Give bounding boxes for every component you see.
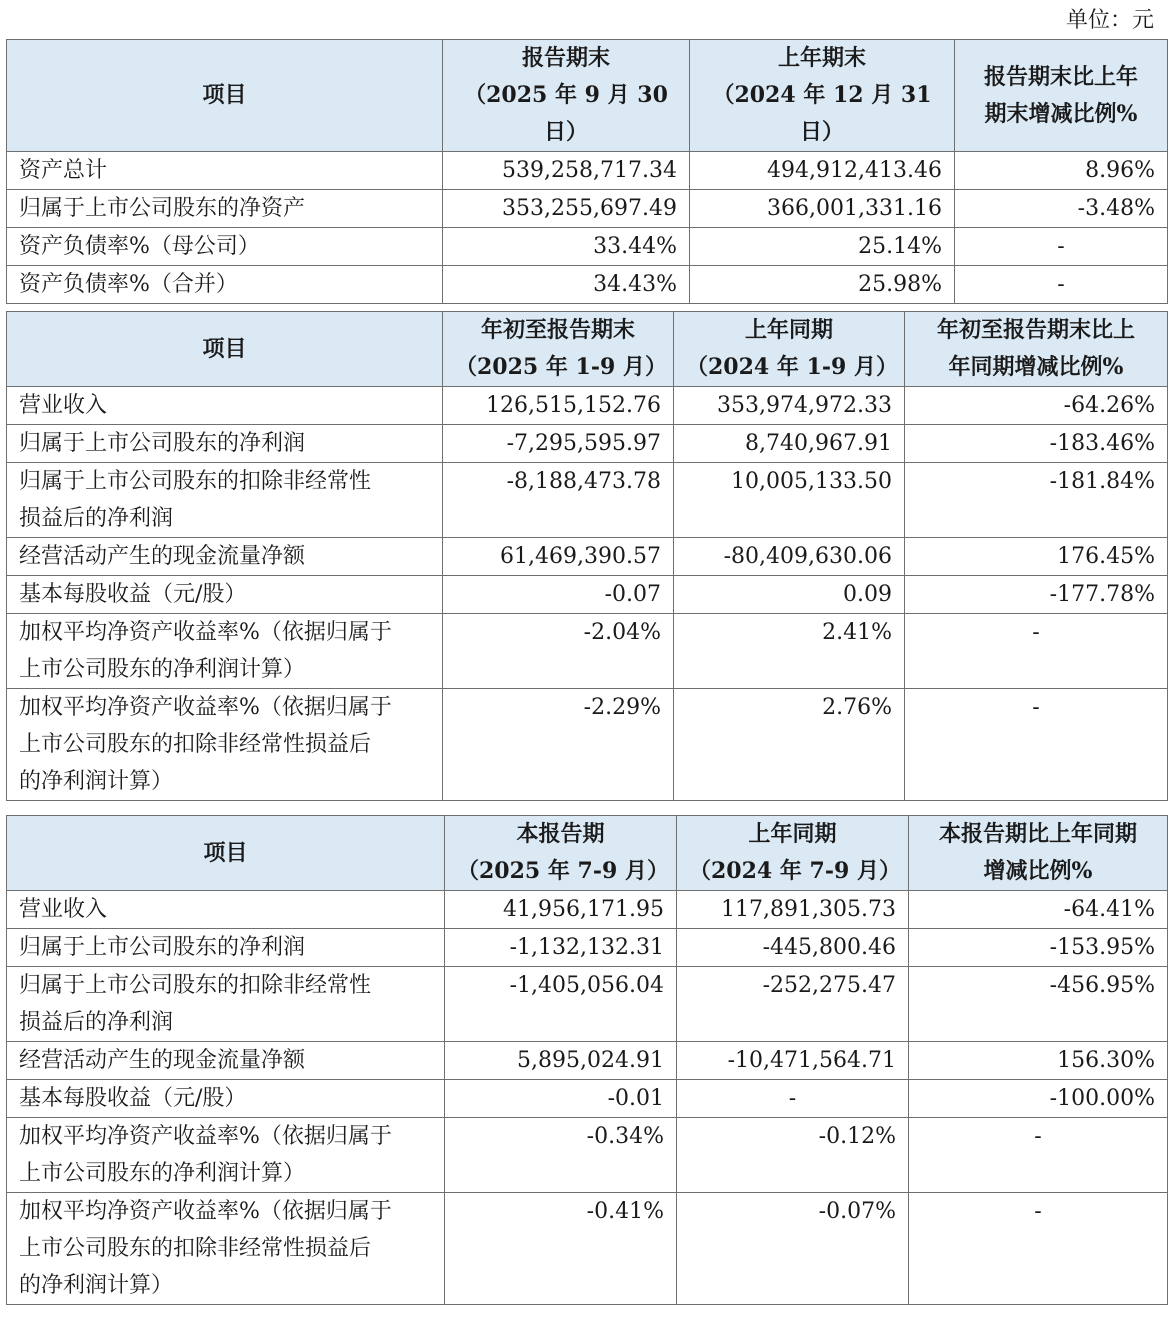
value-cell: 494,912,413.46 [690, 152, 955, 190]
value-cell: -2.04% [443, 614, 674, 689]
row-label-text: 上市公司股东的净利润计算） [19, 657, 306, 682]
value-cell: -7,295,595.97 [443, 425, 674, 463]
row-label [7, 425, 443, 463]
value-cell: -100.00% [909, 1080, 1168, 1118]
table-row [7, 152, 1168, 190]
value-cell: -64.41% [909, 891, 1168, 929]
value-cell: -0.34% [445, 1118, 677, 1193]
row-label [7, 152, 443, 190]
value-cell: -177.78% [905, 576, 1168, 614]
header-column-1 [443, 40, 690, 152]
value-cell: 156.30% [909, 1042, 1168, 1080]
value-cell: - [905, 614, 1168, 689]
value-cell: -0.07 [443, 576, 674, 614]
value-cell: 41,956,171.95 [445, 891, 677, 929]
row-label-text: 的净利润计算） [19, 1273, 174, 1298]
header-text: 上年同期 [744, 317, 833, 343]
row-label [7, 463, 443, 538]
value-cell: -0.12% [677, 1118, 909, 1193]
row-label-text: 经营活动产生的现金流量净额 [19, 1048, 306, 1073]
table-row [7, 387, 1168, 425]
value-cell: -8,188,473.78 [443, 463, 674, 538]
header-column-1 [443, 312, 674, 387]
value-cell: -181.84% [905, 463, 1168, 538]
header-column-3 [905, 312, 1168, 387]
header-text: （2025 年 1-9 月） [455, 354, 667, 380]
table-row [7, 576, 1168, 614]
row-label-text: 资产负债率%（合并） [19, 272, 238, 297]
header-item [7, 40, 443, 152]
value-cell: -445,800.46 [677, 929, 909, 967]
value-cell: 539,258,717.34 [443, 152, 690, 190]
row-label-text: 归属于上市公司股东的扣除非经常性 [19, 973, 372, 998]
value-cell: -1,132,132.31 [445, 929, 677, 967]
value-cell: -0.01 [445, 1080, 677, 1118]
row-label [7, 387, 443, 425]
header-column-3 [909, 816, 1168, 891]
value-cell: 2.41% [674, 614, 905, 689]
row-label [7, 538, 443, 576]
value-cell: 176.45% [905, 538, 1168, 576]
header-text: 本报告期比上年同期 [938, 821, 1137, 847]
row-label-text: 营业收入 [19, 393, 108, 418]
header-column-3 [955, 40, 1168, 152]
row-label [7, 614, 443, 689]
row-label-text: 归属于上市公司股东的净利润 [19, 431, 306, 456]
header-text: （2024 年 7-9 月） [689, 858, 901, 884]
row-label [7, 1118, 445, 1193]
value-cell: -2.29% [443, 689, 674, 801]
value-cell: 25.14% [690, 228, 955, 266]
row-label-text: 上市公司股东的扣除非经常性损益后 [19, 732, 372, 757]
value-cell: - [677, 1080, 909, 1118]
value-cell: -0.07% [677, 1193, 909, 1305]
value-cell: 353,255,697.49 [443, 190, 690, 228]
header-text: （2025 年 7-9 月） [457, 858, 669, 884]
row-label-text: 基本每股收益（元/股） [19, 1086, 247, 1111]
row-label-text: 营业收入 [19, 897, 108, 922]
header-column-1 [445, 816, 677, 891]
header-row [7, 816, 1168, 891]
value-cell: 353,974,972.33 [674, 387, 905, 425]
row-label-text: 的净利润计算） [19, 769, 174, 794]
row-label-text: 加权平均净资产收益率%（依据归属于 [19, 1124, 392, 1149]
table-row [7, 425, 1168, 463]
row-label-text: 上市公司股东的扣除非经常性损益后 [19, 1236, 372, 1261]
row-label [7, 576, 443, 614]
header-text: （2025 年 9 月 30 日） [464, 82, 668, 145]
value-cell: 10,005,133.50 [674, 463, 905, 538]
header-text: 增减比例% [983, 858, 1093, 884]
row-label-text: 归属于上市公司股东的净资产 [19, 196, 306, 221]
table-row [7, 929, 1168, 967]
table-row [7, 891, 1168, 929]
value-cell: 0.09 [674, 576, 905, 614]
value-cell: -1,405,056.04 [445, 967, 677, 1042]
value-cell: 117,891,305.73 [677, 891, 909, 929]
row-label [7, 689, 443, 801]
header-row [7, 40, 1168, 152]
table-row [7, 1193, 1168, 1305]
header-item [7, 312, 443, 387]
row-label-text: 基本每股收益（元/股） [19, 582, 247, 607]
header-item [7, 816, 445, 891]
table-row [7, 266, 1168, 304]
table-row [7, 614, 1168, 689]
value-cell: 2.76% [674, 689, 905, 801]
value-cell: 126,515,152.76 [443, 387, 674, 425]
row-label-text: 资产总计 [19, 158, 108, 183]
table-row [7, 689, 1168, 801]
ytd-performance-table [6, 311, 1168, 801]
row-label-text: 资产负债率%（母公司） [19, 234, 260, 259]
header-text: 项目 [202, 82, 247, 108]
value-cell: - [955, 228, 1168, 266]
quarter-performance-table [6, 815, 1168, 1305]
value-cell: 8,740,967.91 [674, 425, 905, 463]
value-cell: 8.96% [955, 152, 1168, 190]
value-cell: 25.98% [690, 266, 955, 304]
header-text: 上年同期 [748, 821, 837, 847]
header-column-2 [674, 312, 905, 387]
header-text: 年同期增减比例% [948, 354, 1124, 380]
table-row [7, 967, 1168, 1042]
row-label [7, 891, 445, 929]
header-text: 上年期末 [777, 45, 866, 71]
table-row [7, 538, 1168, 576]
value-cell: -456.95% [909, 967, 1168, 1042]
value-cell: - [955, 266, 1168, 304]
header-column-2 [677, 816, 909, 891]
row-label-text: 归属于上市公司股东的扣除非经常性 [19, 469, 372, 494]
header-text: 项目 [203, 839, 248, 866]
value-cell: 366,001,331.16 [690, 190, 955, 228]
table-row [7, 1080, 1168, 1118]
row-label-text: 加权平均净资产收益率%（依据归属于 [19, 695, 392, 720]
header-row [7, 312, 1168, 387]
row-label [7, 929, 445, 967]
value-cell: - [909, 1118, 1168, 1193]
value-cell: -80,409,630.06 [674, 538, 905, 576]
value-cell: 34.43% [443, 266, 690, 304]
row-label [7, 228, 443, 266]
header-text: （2024 年 12 月 31 日） [712, 82, 932, 145]
row-label-text: 上市公司股东的净利润计算） [19, 1161, 306, 1186]
header-text: 报告期末比上年 [983, 63, 1138, 90]
table-row [7, 228, 1168, 266]
table-row [7, 190, 1168, 228]
table-row [7, 463, 1168, 538]
header-text: 报告期末 [521, 45, 610, 71]
unit-label: 单位：元 [1065, 8, 1154, 33]
value-cell: - [909, 1193, 1168, 1305]
row-label [7, 967, 445, 1042]
value-cell: 61,469,390.57 [443, 538, 674, 576]
row-label [7, 266, 443, 304]
row-label-text: 损益后的净利润 [19, 506, 174, 531]
row-label [7, 1042, 445, 1080]
balance-sheet-table [6, 39, 1168, 304]
row-label [7, 190, 443, 228]
header-text: 项目 [202, 335, 247, 362]
table-row [7, 1042, 1168, 1080]
value-cell: - [905, 689, 1168, 801]
row-label-text: 加权平均净资产收益率%（依据归属于 [19, 1199, 392, 1224]
header-text: 本报告期 [516, 821, 605, 847]
value-cell: 5,895,024.91 [445, 1042, 677, 1080]
value-cell: 33.44% [443, 228, 690, 266]
value-cell: -3.48% [955, 190, 1168, 228]
row-label-text: 损益后的净利润 [19, 1010, 174, 1035]
value-cell: -64.26% [905, 387, 1168, 425]
row-label-text: 加权平均净资产收益率%（依据归属于 [19, 620, 392, 645]
header-text: 年初至报告期末 [480, 317, 635, 343]
row-label [7, 1080, 445, 1118]
header-text: 年初至报告期末比上 [936, 317, 1135, 343]
header-text: （2024 年 1-9 月） [686, 354, 898, 380]
value-cell: -252,275.47 [677, 967, 909, 1042]
table-row [7, 1118, 1168, 1193]
value-cell: -153.95% [909, 929, 1168, 967]
value-cell: -10,471,564.71 [677, 1042, 909, 1080]
row-label [7, 1193, 445, 1305]
value-cell: -183.46% [905, 425, 1168, 463]
header-text: 期末增减比例% [984, 100, 1138, 127]
header-column-2 [690, 40, 955, 152]
row-label-text: 经营活动产生的现金流量净额 [19, 544, 306, 569]
value-cell: -0.41% [445, 1193, 677, 1305]
row-label-text: 归属于上市公司股东的净利润 [19, 935, 306, 960]
